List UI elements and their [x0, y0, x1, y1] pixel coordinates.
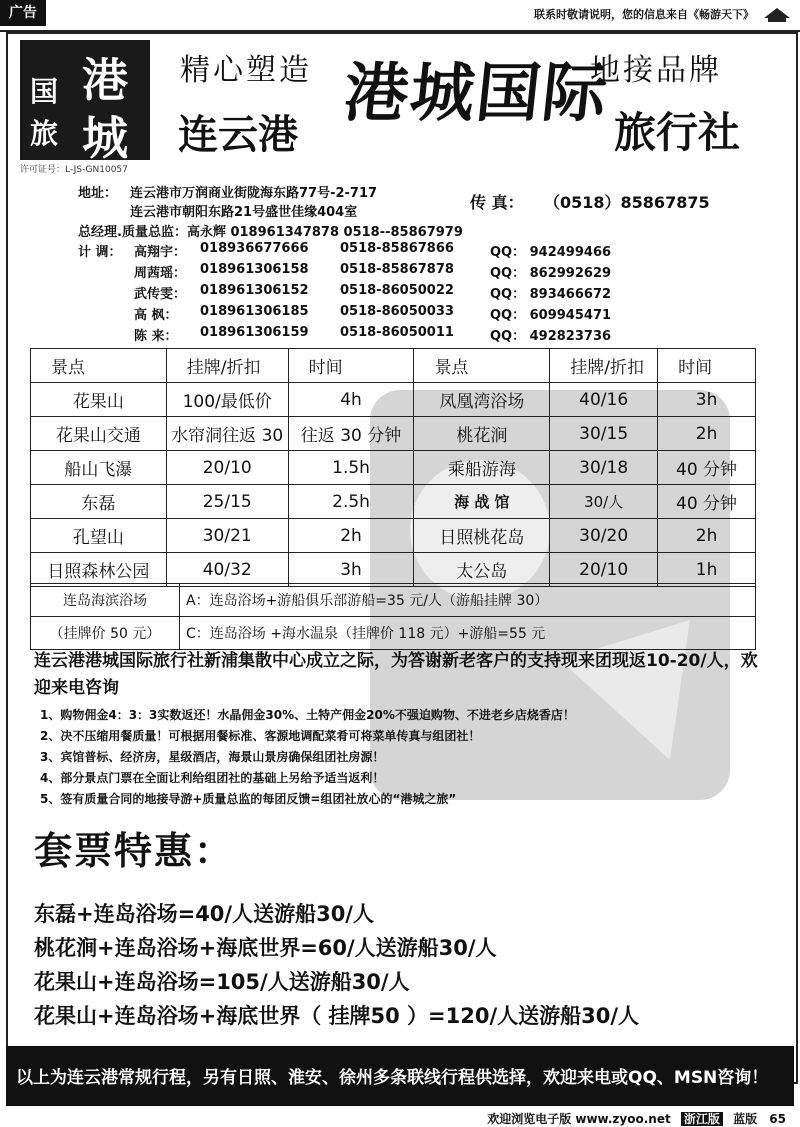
table-cell: 20/10	[550, 553, 658, 587]
table-row	[31, 519, 756, 553]
package-item: 花果山+连岛浴场=105/人送游船30/人	[34, 970, 410, 994]
slogan-left: 精心塑造	[180, 53, 312, 88]
table-row	[31, 553, 756, 587]
logo-char: 旅	[30, 117, 59, 150]
table-cell: 40/32	[166, 553, 288, 587]
price-table	[30, 348, 756, 587]
table-cell: 25/15	[166, 485, 288, 519]
combo-table	[30, 583, 756, 650]
planner-phone: 0518-85867878	[340, 262, 454, 277]
header-cell: 时间	[288, 349, 414, 383]
planner-name: 高翔宇：	[134, 245, 187, 260]
source-note: 联系时敬请说明，您的信息来自《畅游天下》	[534, 8, 754, 21]
table-cell: 20/10	[166, 451, 288, 485]
manager-line: 总经理.质量总监：高永辉 018961347878 0518--85867979	[78, 225, 463, 240]
logo-char: 港	[82, 53, 128, 107]
table-cell: 40 分钟	[658, 485, 756, 519]
table-cell: 花果山	[31, 383, 167, 417]
planner-name: 武传雯：	[134, 287, 187, 302]
city-name: 连云港	[178, 112, 298, 158]
header-cell: 挂牌/折扣	[550, 349, 658, 383]
table-cell: 40/16	[550, 383, 658, 417]
table-cell: 2.5h	[288, 485, 414, 519]
table-cell: 4h	[288, 383, 414, 417]
combo-list-price: （挂牌价 50 元）	[31, 617, 180, 650]
table-row	[31, 451, 756, 485]
slogan-right: 地接品牌	[590, 53, 722, 88]
table-cell: 30/18	[550, 451, 658, 485]
table-header-row	[31, 349, 756, 383]
table-cell: 1h	[658, 553, 756, 587]
fax-label: 传 真：	[470, 193, 524, 212]
table-cell: 2h	[658, 519, 756, 553]
header-cell: 景点	[31, 349, 167, 383]
table-cell: 3h	[658, 383, 756, 417]
table-cell: 桃花涧	[414, 417, 550, 451]
header-cell: 时间	[658, 349, 756, 383]
package-item: 东磊+连岛浴场=40/人送游船30/人	[34, 902, 374, 926]
agency-name: 旅行社	[614, 108, 741, 157]
table-row	[31, 485, 756, 519]
ad-label: 广告	[0, 0, 46, 26]
address-label: 地址：	[78, 186, 118, 201]
address-line-1: 连云港市万润商业街陇海东路77号-2-717	[130, 186, 378, 201]
package-title: 套票特惠：	[34, 829, 235, 873]
package-item: 桃花涧+连岛浴场+海底世界=60/人送游船30/人	[34, 936, 497, 960]
fax-number: （0518）85867875	[544, 193, 710, 212]
header-cell: 挂牌/折扣	[166, 349, 288, 383]
announcement: 连云港港城国际旅行社新浦集散中心成立之际，为答谢新老客户的支持现来团现返10-20/人，欢迎来电咨询	[34, 651, 758, 698]
footer-site: 欢迎浏览电子版 www.zyoo.net	[487, 1112, 671, 1126]
table-cell: 日照森林公园	[31, 553, 167, 587]
planner-qq: QQ： 609945471	[490, 308, 612, 323]
combo-name: 连岛海滨浴场	[31, 584, 180, 617]
header-cell: 景点	[414, 349, 550, 383]
table-cell: 海 战 馆	[414, 485, 550, 519]
planner-qq: QQ： 942499466	[490, 245, 612, 260]
planner-name: 陈 来：	[134, 329, 178, 344]
combo-row	[31, 617, 756, 650]
note-item: 5、签有质量合同的地接导游+质量总监的每团反馈=组团社放心的“港城之旅”	[40, 792, 457, 806]
planner-qq: QQ： 893466672	[490, 287, 612, 302]
footer-edition: 蓝版	[733, 1112, 758, 1126]
table-cell: 2h	[658, 417, 756, 451]
logo-char: 城	[82, 111, 128, 165]
magazine-logo-icon	[762, 4, 792, 24]
table-cell: 30/21	[166, 519, 288, 553]
table-cell: 2h	[288, 519, 414, 553]
table-cell: 花果山交通	[31, 417, 167, 451]
license-number: 许可证号：L-JS-GN10057	[20, 165, 128, 175]
table-cell: 孔望山	[31, 519, 167, 553]
address-line-2: 连云港市朝阳东路21号盛世佳缘404室	[130, 205, 358, 220]
planner-label: 计 调：	[78, 245, 122, 260]
table-row	[31, 383, 756, 417]
table-cell: 30/15	[550, 417, 658, 451]
table-cell: 30/20	[550, 519, 658, 553]
table-cell: 100/最低价	[166, 383, 288, 417]
table-cell: 往返 30 分钟	[288, 417, 414, 451]
planner-name: 高 枫：	[134, 308, 178, 323]
bottom-banner-text: 以上为连云港常规行程，另有日照、淮安、徐州多条联线行程供选择，欢迎来电或QQ、MSN咨询！	[16, 1068, 769, 1088]
combo-option-a: A：连岛浴场+游船俱乐部游船=35 元/人（游船挂牌 30）	[180, 584, 756, 617]
page-footer	[487, 1110, 786, 1127]
table-cell: 40 分钟	[658, 451, 756, 485]
planner-phone: 0518-86050011	[340, 325, 454, 340]
planner-mobile: 018961306185	[200, 304, 309, 319]
note-item: 1、购物佣金4：3：3实数返还！水晶佣金30%、土特产佣金20%不强迫购物、不进老乡店烧香店！	[40, 708, 575, 722]
logo-char: 国	[30, 75, 59, 108]
planner-phone: 0518-86050022	[340, 283, 454, 298]
planner-phone: 0518-85867866	[340, 241, 454, 256]
table-cell: 乘船游海	[414, 451, 550, 485]
table-cell: 东磊	[31, 485, 167, 519]
planner-name: 周茜瑶：	[134, 266, 187, 281]
combo-row	[31, 584, 756, 617]
planner-mobile: 018961306152	[200, 283, 309, 298]
table-cell: 凤凰湾浴场	[414, 383, 550, 417]
note-item: 2、决不压缩用餐质量！可根据用餐标准、客源地调配菜肴可将菜单传真与组团社！	[40, 729, 481, 743]
planner-mobile: 018961306159	[200, 325, 309, 340]
note-item: 3、宾馆普标、经济房，星级酒店，海景山景房确保组团社房源！	[40, 750, 385, 764]
agency-logo	[20, 40, 150, 165]
table-row	[31, 417, 756, 451]
note-item: 4、部分景点门票在全面让利给组团社的基础上另给予适当返利！	[40, 771, 385, 785]
edition-tag: 浙江版	[681, 1112, 723, 1126]
planner-qq: QQ： 492823736	[490, 329, 612, 344]
planner-qq: QQ： 862992629	[490, 266, 612, 281]
table-cell: 船山飞瀑	[31, 451, 167, 485]
table-cell: 水帘洞往返 30	[166, 417, 288, 451]
planner-phone: 0518-86050033	[340, 304, 454, 319]
table-cell: 日照桃花岛	[414, 519, 550, 553]
brand-name: 港城国际	[340, 57, 613, 131]
planner-mobile: 018961306158	[200, 262, 309, 277]
planner-mobile: 018936677666	[200, 241, 309, 256]
table-cell: 太公岛	[414, 553, 550, 587]
table-cell: 30/人	[550, 485, 658, 519]
combo-option-c: C：连岛浴场 +海水温泉（挂牌价 118 元）+游船=55 元	[180, 617, 756, 650]
package-item: 花果山+连岛浴场+海底世界（ 挂牌50 ）=120/人送游船30/人	[34, 1004, 640, 1028]
table-cell: 1.5h	[288, 451, 414, 485]
page-number: 65	[769, 1112, 786, 1126]
table-cell: 3h	[288, 553, 414, 587]
